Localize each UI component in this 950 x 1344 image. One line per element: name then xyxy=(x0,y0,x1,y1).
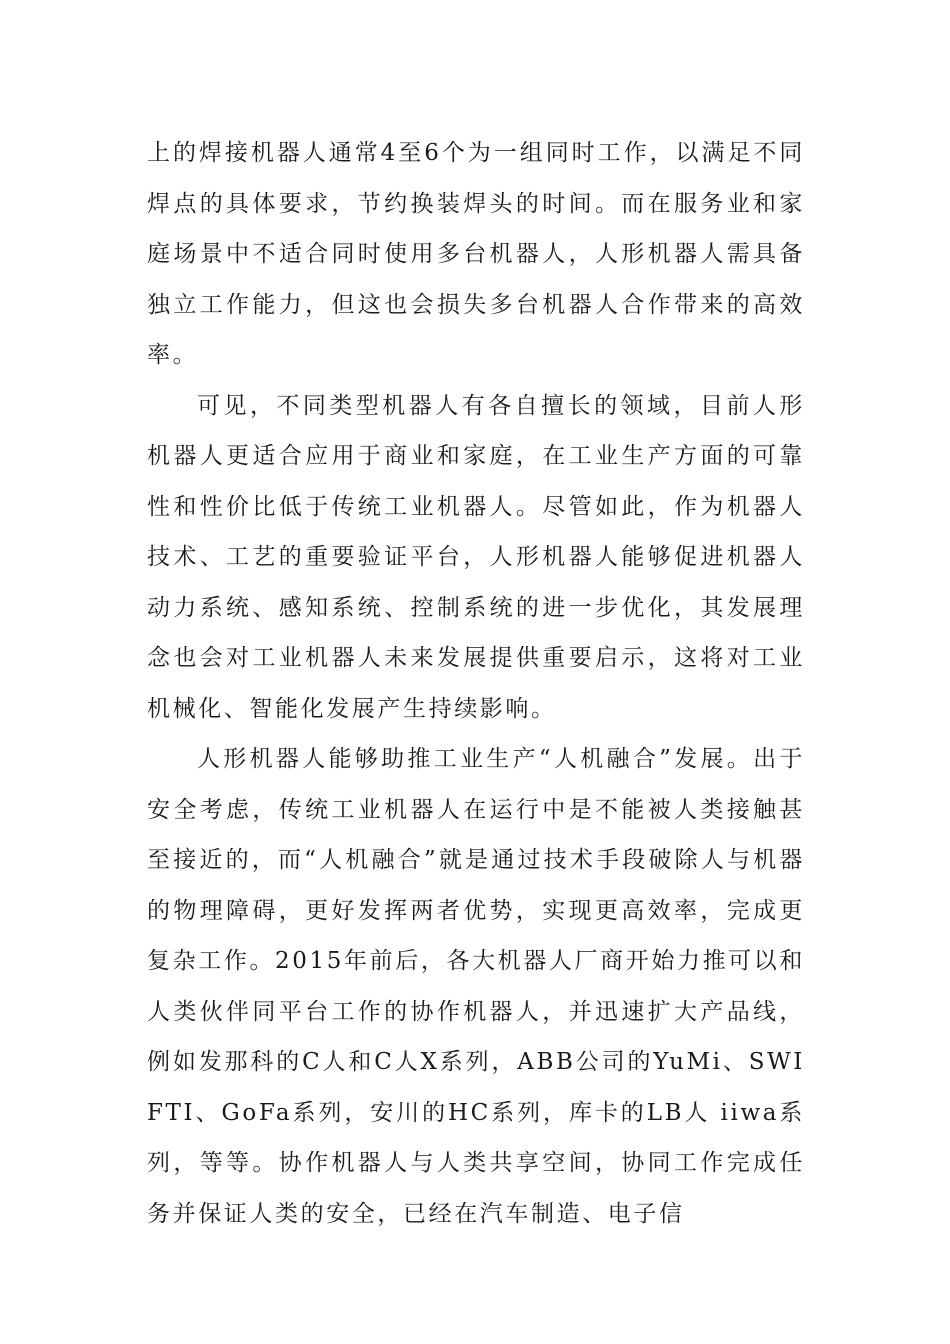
body-text xyxy=(147,128,805,1239)
paragraph-3: 人形机器人能够助推工业生产“人机融合”发展。出于安全考虑，传统工业机器人在运行中是不能被人类接触甚至接近的，而“人机融合”就是通过技术手段破除人与机器的物理障碍，更好发挥两者优势，实现更高效率，完成更复杂工作。2015年前后，各大机器人厂商开始力推可以和人类伙伴同平台工作的协作机器人，并迅速扩大产品线，例如发那科的C人和C人X系列，ABB公司的YuMi、SWIFTI、GoFa系列，安川的HC系列，库卡的LB人 iiwa系列，等等。协作机器人与人类共享空间，协同工作完成任务并保证人类的安全，已经在汽车制造、电子信 xyxy=(147,746,805,1227)
paragraph-1: 上的焊接机器人通常4至6个为一组同时工作，以满足不同焊点的具体要求，节约换装焊头的时间。而在服务业和家庭场景中不适合同时使用多台机器人，人形机器人需具备独立工作能力，但这也会损失多台机器人合作带来的高效率。 xyxy=(147,140,805,368)
paragraph-2: 可见，不同类型机器人有各自擅长的领域，目前人形机器人更适合应用于商业和家庭，在工业生产方面的可靠性和性价比低于传统工业机器人。尽管如此，作为机器人技术、工艺的重要验证平台，人形机器人能够促进机器人动力系统、感知系统、控制系统的进一步优化，其发展理念也会对工业机器人未来发展提供重要启示，这将对工业机械化、智能化发展产生持续影响。 xyxy=(147,392,805,722)
